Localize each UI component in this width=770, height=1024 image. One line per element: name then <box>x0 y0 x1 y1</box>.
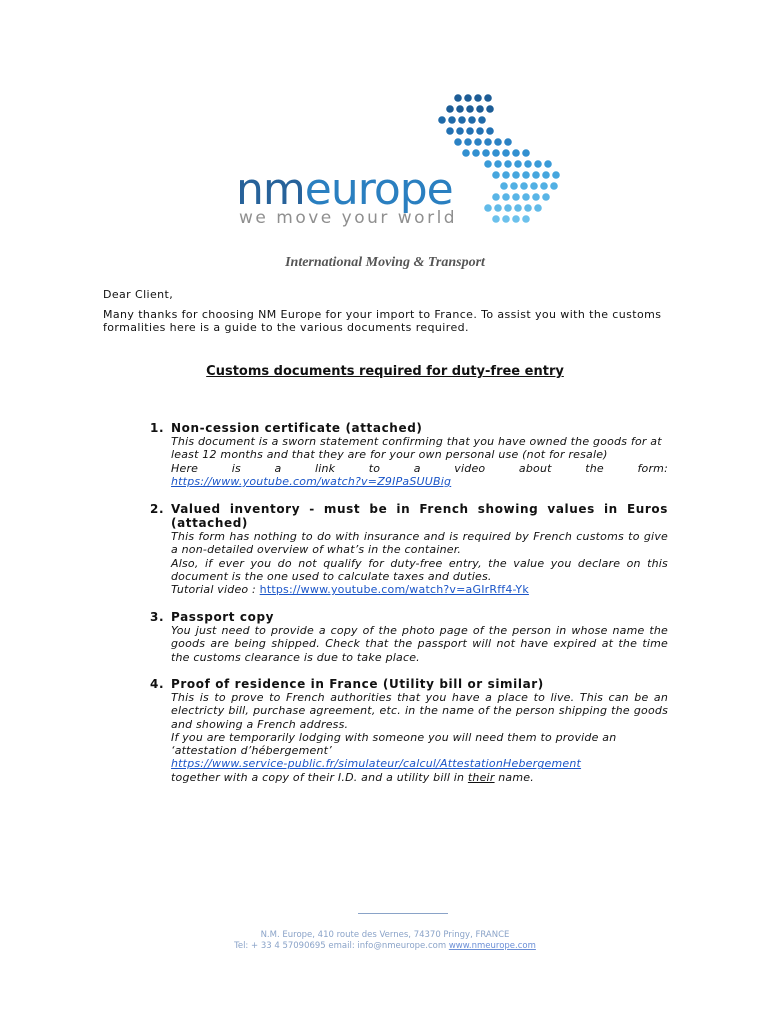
logo-dot <box>474 94 482 102</box>
logo-dot <box>486 127 494 135</box>
logo-dot <box>504 160 512 168</box>
logo-dot <box>532 171 540 179</box>
list-item <box>150 610 668 664</box>
item-title: 4. Proof of residence in France (Utility bill or similar) <box>150 677 544 691</box>
logo-dot <box>474 138 482 146</box>
logo-dot <box>456 105 464 113</box>
logo-dot <box>502 149 510 157</box>
logo-dot <box>524 160 532 168</box>
logo-dot <box>458 116 466 124</box>
logo-dot <box>534 204 542 212</box>
list-item <box>150 502 668 596</box>
intro-paragraph: Many thanks for choosing NM Europe for your import to France. To assist you with the customs formalities here is a guide to the various documents required. <box>103 308 662 334</box>
logo-dot <box>478 116 486 124</box>
logo-dot <box>456 127 464 135</box>
logo-dot <box>514 160 522 168</box>
attestation-link[interactable]: https://www.service-public.fr/simulateur/calcul/AttestationHebergement <box>171 757 582 771</box>
logo-dot <box>522 215 530 223</box>
logo-dot <box>552 171 560 179</box>
logo-dot <box>438 116 446 124</box>
logo-dot <box>484 160 492 168</box>
item-body: This is to prove to French authorities that you have a place to live. This can be an electricty bill, purchase agreement, etc. in the name of the person shipping the goods and showing a French address. If you are temporarily lodging with someone you will need them to provide an ‘attestation d’hébergement’ https://www.service-public.fr/simulateur/calcul/AttestationHebergement together with a copy of their I.D. and a utility bill in their name. <box>171 691 668 784</box>
item-title: 3. Passport copy <box>150 610 275 624</box>
logo-dot <box>466 105 474 113</box>
item-body: This document is a sworn statement confirming that you have owned the goods for at least 12 months and that they are for your own personal use (not for resale) Here is a link to a video about the form: https://www.youtube.com/watch?v=Z9IPaSUUBig <box>171 435 668 488</box>
list-item <box>150 677 668 784</box>
logo-tagline: we move your world <box>239 208 458 228</box>
logo-dot <box>522 149 530 157</box>
footer-contact: Tel: + 33 4 57090695 email: info@nmeurope.com www.nmeurope.com <box>234 941 536 951</box>
logo-dot <box>484 94 492 102</box>
logo-dot <box>462 149 470 157</box>
logo-dot <box>466 127 474 135</box>
logo-dot <box>464 94 472 102</box>
logo-dot <box>492 171 500 179</box>
logo-dot <box>484 204 492 212</box>
item-title: 1. Non-cession certificate (attached) <box>150 421 423 435</box>
footer-address: N.M. Europe, 410 route des Vernes, 74370 Pringy, FRANCE <box>260 930 510 940</box>
logo-dot <box>502 215 510 223</box>
company-logo <box>236 92 570 232</box>
logo-dot <box>522 193 530 201</box>
logo-dot <box>472 149 480 157</box>
logo-dot <box>500 182 508 190</box>
footer-divider <box>358 913 448 914</box>
logo-dot <box>510 182 518 190</box>
logo-dot <box>524 204 532 212</box>
logo-dot <box>504 204 512 212</box>
footer-website-link[interactable]: www.nmeurope.com <box>448 941 536 951</box>
logo-dot <box>464 138 472 146</box>
logo-dot <box>514 204 522 212</box>
logo-dot <box>512 171 520 179</box>
company-subtitle: International Moving & Transport <box>285 255 485 270</box>
logo-dot <box>520 182 528 190</box>
logo-wordmark: nmeurope <box>236 164 453 215</box>
logo-dot <box>504 138 512 146</box>
logo-dot <box>492 215 500 223</box>
logo-dot <box>446 127 454 135</box>
video-link[interactable]: https://www.youtube.com/watch?v=Z9IPaSUUBig <box>171 474 452 488</box>
logo-dot <box>502 193 510 201</box>
logo-dot <box>540 182 548 190</box>
logo-dot <box>448 116 456 124</box>
logo-dot <box>512 193 520 201</box>
list-item <box>150 421 668 488</box>
logo-dot <box>542 193 550 201</box>
logo-dot <box>468 116 476 124</box>
logo-dot <box>502 171 510 179</box>
section-heading: Customs documents required for duty-free entry <box>206 364 564 379</box>
item-body: This form has nothing to do with insurance and is required by French customs to give a non-detailed overview of what’s in the container. Also, if ever you do not qualify for duty-free entry, the value you declare on this document is the one used to calculate taxes and duties. Tutorial video : https://www.youtube.com/watch?v=aGIrRff4-Yk <box>171 530 668 597</box>
logo-dot <box>494 160 502 168</box>
logo-dot <box>454 138 462 146</box>
logo-dot <box>542 171 550 179</box>
tutorial-video-link[interactable]: https://www.youtube.com/watch?v=aGIrRff4-Yk <box>259 583 529 597</box>
logo-dot <box>492 149 500 157</box>
item-title: 2. Valued inventory - must be in French showing values in Euros (attached) <box>150 502 668 530</box>
logo-dot <box>544 160 552 168</box>
logo-dot <box>494 204 502 212</box>
logo-dot <box>476 127 484 135</box>
logo-dot <box>486 105 494 113</box>
logo-dot <box>530 182 538 190</box>
logo-dot <box>522 171 530 179</box>
logo-dot <box>454 94 462 102</box>
logo-dot <box>550 182 558 190</box>
logo-dot <box>512 215 520 223</box>
logo-dot <box>476 105 484 113</box>
logo-dot <box>494 138 502 146</box>
logo-dot <box>446 105 454 113</box>
logo-dot <box>492 193 500 201</box>
greeting: Dear Client, <box>103 288 174 301</box>
logo-dot <box>532 193 540 201</box>
logo-dot <box>512 149 520 157</box>
item-body: You just need to provide a copy of the photo page of the person in whose name the goods are being shipped. Check that the passport will not have expired at the time the customs clearance is due to take place. <box>171 624 668 664</box>
logo-dot <box>484 138 492 146</box>
logo-dot <box>534 160 542 168</box>
logo-dot <box>482 149 490 157</box>
